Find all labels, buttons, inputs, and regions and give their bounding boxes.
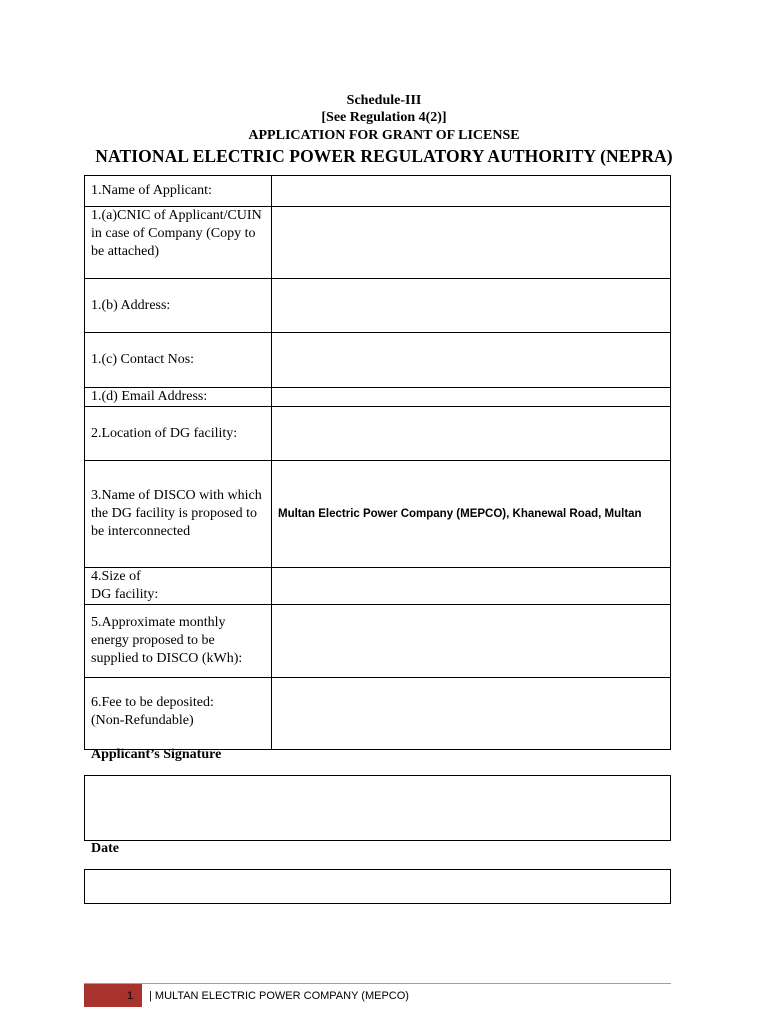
name-label: 1.Name of Applicant: (85, 176, 272, 207)
contact-label: 1.(c) Contact Nos: (85, 333, 272, 388)
energy-field[interactable] (272, 605, 671, 678)
disco-label: 3.Name of DISCO with which the DG facility is proposed to be interconnected (85, 461, 272, 568)
signature-label: Applicant’s Signature (91, 747, 222, 762)
form-row-cnic (85, 207, 671, 279)
date-label: Date (91, 841, 119, 856)
fee-field[interactable] (272, 678, 671, 750)
form-row-fee (85, 678, 671, 750)
application-form-table (84, 175, 671, 750)
location-label: 2.Location of DG facility: (85, 407, 272, 461)
size-field[interactable] (272, 568, 671, 605)
location-field[interactable] (272, 407, 671, 461)
form-row-size (85, 568, 671, 605)
contact-field[interactable] (272, 333, 671, 388)
authority-title: NATIONAL ELECTRIC POWER REGULATORY AUTHORITY (NEPRA) (95, 146, 673, 166)
address-label: 1.(b) Address: (85, 279, 272, 333)
footer-company: | MULTAN ELECTRIC POWER COMPANY (MEPCO) (149, 990, 409, 1002)
fee-label: 6.Fee to be deposited: (Non-Refundable) (85, 678, 272, 750)
footer-divider (84, 983, 671, 984)
form-row-contact (85, 333, 671, 388)
footer-page-number: 1 (127, 990, 134, 1002)
email-label: 1.(d) Email Address: (85, 388, 272, 407)
cnic-field[interactable] (272, 207, 671, 279)
form-row-disco (85, 461, 671, 568)
form-row-location (85, 407, 671, 461)
email-field[interactable] (272, 388, 671, 407)
form-row-address (85, 279, 671, 333)
date-box[interactable] (84, 869, 671, 904)
disco-field[interactable]: Multan Electric Power Company (MEPCO), Khanewal Road, Multan (272, 461, 671, 568)
form-row-email (85, 388, 671, 407)
signature-box[interactable] (84, 775, 671, 841)
schedule-title: Schedule-III (346, 93, 422, 108)
application-title: APPLICATION FOR GRANT OF LICENSE (248, 128, 520, 143)
regulation-reference: [See Regulation 4(2)] (321, 110, 447, 125)
address-field[interactable] (272, 279, 671, 333)
size-label: 4.Size of DG facility: (85, 568, 272, 605)
footer-accent-block (84, 984, 142, 1007)
form-row-name (85, 176, 671, 207)
cnic-label: 1.(a)CNIC of Applicant/CUIN in case of Company (Copy to be attached) (85, 207, 272, 279)
name-field[interactable] (272, 176, 671, 207)
form-row-energy (85, 605, 671, 678)
energy-label: 5.Approximate monthly energy proposed to be supplied to DISCO (kWh): (85, 605, 272, 678)
